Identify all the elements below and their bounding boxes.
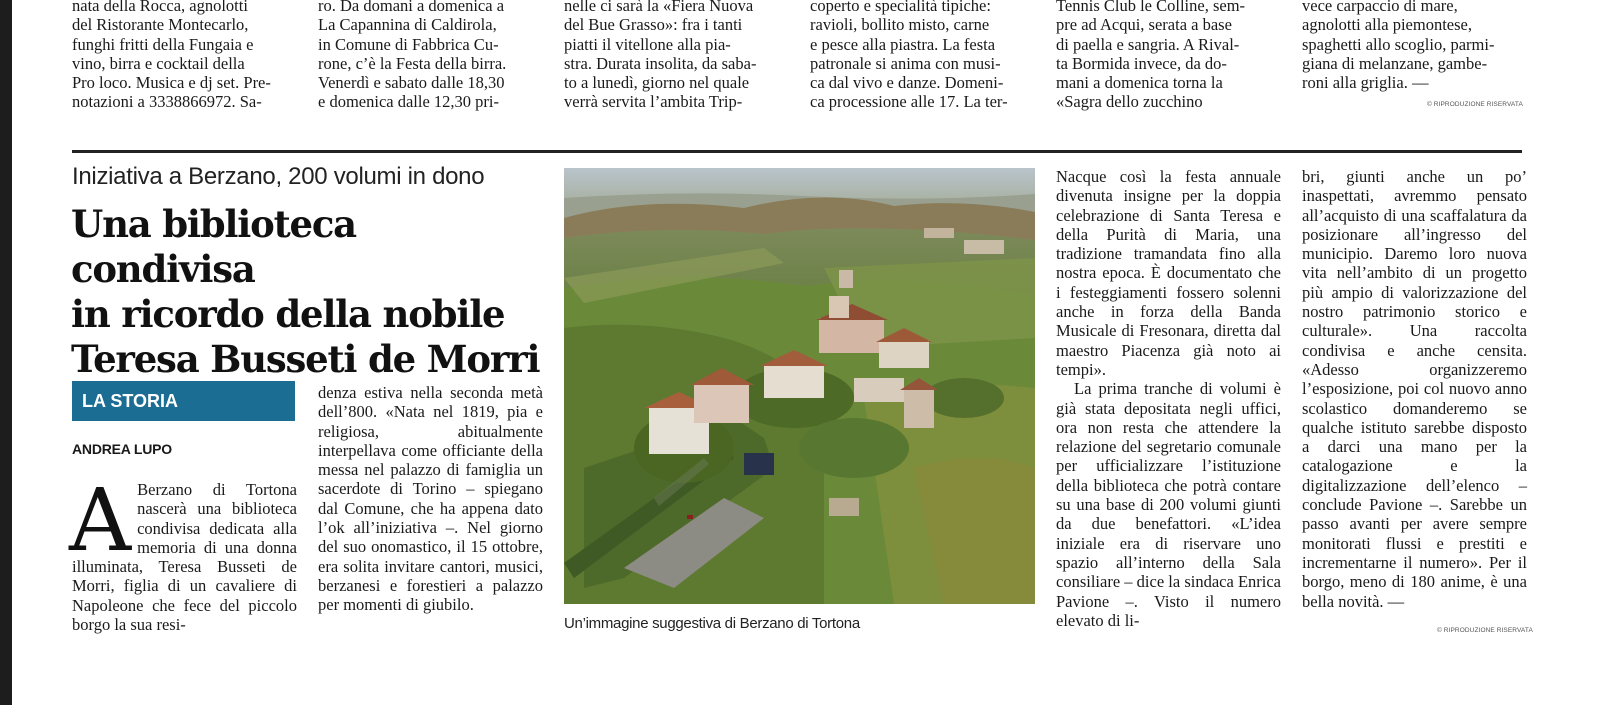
text-line: ca processione alle 17. La ter-: [810, 92, 1008, 112]
text-line: patronale si anima con musi-: [810, 53, 1001, 73]
text-line: agnolotti alla piemontese,: [1302, 15, 1472, 35]
text-line: Venerdì e sabato dalle 18,30: [318, 73, 505, 93]
text-line: notazioni a 3338866972. Sa-: [72, 92, 262, 112]
text-line: Tennis Club le Colline, sem-: [1056, 0, 1246, 15]
text-line: e domenica dalle 12,30 pri-: [318, 92, 499, 112]
text-line: ro. Da domani a domenica a: [318, 0, 505, 15]
text-line: roni alla griglia. —: [1302, 73, 1429, 93]
article-column-1: [69, 471, 297, 635]
headline-line: in ricordo della nobile: [71, 292, 505, 336]
section-badge: LA STORIA: [72, 381, 295, 421]
text-line: mani a domenica torna la: [1056, 73, 1223, 93]
aerial-village-photo: [564, 168, 1035, 604]
text-line: e pesce alla piastra. La festa: [810, 34, 996, 54]
text-line: to a lunedì, giorno nel quale: [564, 73, 750, 93]
top-column-6: [1302, 0, 1527, 92]
text-line: vino, birra e cocktail della: [72, 53, 245, 73]
scan-edge: [0, 0, 12, 705]
column-text: denza estiva nella seconda metà dell’800. «Nata nel 1819, pia e religiosa, abitualmente interpellava come officiante della messa nel palazzo di famiglia un sacerdote di Torino – spiegano dal Comune, che ha appena dato l’ok all’iniziativa –. Nel giorno del suo onomastico, il 15 ottobre, era solita invitare cantori, musici, berzanesi e forestieri a palazzo per momenti di giubilo.: [318, 383, 543, 615]
top-column-1: [72, 0, 297, 112]
column-text: Nacque così la festa annuale divenuta insigne per la doppia celebrazione di Santa Teresa e della Purità di Maria, una tradizione tramandata fino alla nostra epoca. È documentato che i festeggiamenti fossero solenni anche in forza della Banda Musicale di Fresonara, diretta dal maestro Piacenza già noto ai tempi».: [1056, 167, 1281, 379]
text-line: di paella e sangria. A Rival-: [1056, 34, 1240, 54]
column-text: Berzano di Tortona nascerà una biblioteca condivisa dedicata alla memoria di una donna illuminata, Teresa Busseti de Morri, figlia di un cavaliere di Napoleone che fece del piccolo borgo la sua resi-: [72, 480, 297, 635]
text-line: Pro loco. Musica e dj set. Pre-: [72, 73, 271, 93]
column-text: bri, giunti anche un po’ inaspettati, avremmo pensato all’acquisto di una scaffalatura da posizionare all’ingresso del municipio. Daremo loro nuova vita nell’ambito di un progetto più ampio di valorizzazione del nostro patrimonio storico e culturale». Una raccolta condivisa e anche censita. «Adesso organizzeremo l’esposizione, poi col nuovo anno scolastico domanderemo se qualche istituto sarebbe disposto a darci una mano per la catalogazione e la digitalizzazione dell’elenco – conclude Pavione –. Sarebbe un passo avanti per avere sempre monitorati flussi e prestiti e incrementarne il numero». Per il borgo, meno di 180 anime, è una bella novità. —: [1302, 167, 1527, 611]
text-line: stra. Durata insolita, da saba-: [564, 53, 757, 73]
text-line: ta Bormida invece, da do-: [1056, 53, 1227, 73]
column-text: La prima tranche di volumi è già stata depositata negli uffici, ora non resta che attendere la relazione del segretario comunale per ufficializzare l’istituzione della biblioteca che potrà contare su una base di 200 volumi giunti da due benefattori. «L’idea iniziale era di riservare uno spazio all’interno della Sala consiliare – dice la sindaca Enrica Pavione –. Visto il numero elevato di li-: [1056, 379, 1281, 630]
article-photo: [564, 168, 1035, 604]
text-line: ca dal vivo e danze. Domeni-: [810, 73, 1004, 93]
text-line: giana di melanzane, gambe-: [1302, 53, 1488, 73]
text-line: funghi fritti della Fungaia e: [72, 34, 254, 54]
text-line: spaghetti allo scoglio, parmi-: [1302, 34, 1495, 54]
top-column-4: [810, 0, 1035, 112]
article-column-3: [1056, 167, 1281, 630]
article-column-4: [1302, 167, 1527, 611]
text-line: nata della Rocca, agnolotti: [72, 0, 248, 15]
text-line: rone, c’è la Festa della birra.: [318, 53, 507, 73]
headline-line: Teresa Busseti de Morri: [71, 337, 540, 381]
text-line: coperto e specialità tipiche:: [810, 0, 991, 15]
text-line: piatti il vitellone alla pia-: [564, 34, 731, 54]
text-line: La Capannina di Caldirola,: [318, 15, 497, 35]
drop-cap: A: [69, 471, 132, 571]
author-byline: ANDREA LUPO: [72, 441, 172, 457]
top-column-5: [1056, 0, 1281, 112]
section-divider: [72, 150, 1522, 153]
copyright-notice: © RIPRODUZIONE RISERVATA: [1437, 627, 1533, 634]
text-line: del Ristorante Montecarlo,: [72, 15, 249, 35]
text-line: ravioli, bollito misto, carne: [810, 15, 990, 35]
article-headline: [71, 202, 551, 382]
article-kicker: Iniziativa a Berzano, 200 volumi in dono: [72, 163, 485, 190]
text-line: «Sagra dello zucchino: [1056, 92, 1203, 112]
text-line: del Bue Grasso»: fra i tanti: [564, 15, 743, 35]
text-line: nelle ci sarà la «Fiera Nuova: [564, 0, 754, 15]
top-column-3: [564, 0, 789, 112]
headline-line: Una biblioteca condivisa: [71, 202, 356, 291]
photo-caption: Un’immagine suggestiva di Berzano di Tortona: [564, 615, 860, 632]
top-column-2: [318, 0, 543, 112]
text-line: in Comune di Fabbrica Cu-: [318, 34, 499, 54]
text-line: pre ad Acqui, serata a base: [1056, 15, 1232, 35]
copyright-notice-top: © RIPRODUZIONE RISERVATA: [1427, 101, 1523, 108]
article-column-2: [318, 383, 543, 615]
text-line: vece carpaccio di mare,: [1302, 0, 1458, 15]
text-line: verrà servita l’ambita Trip-: [564, 92, 743, 112]
